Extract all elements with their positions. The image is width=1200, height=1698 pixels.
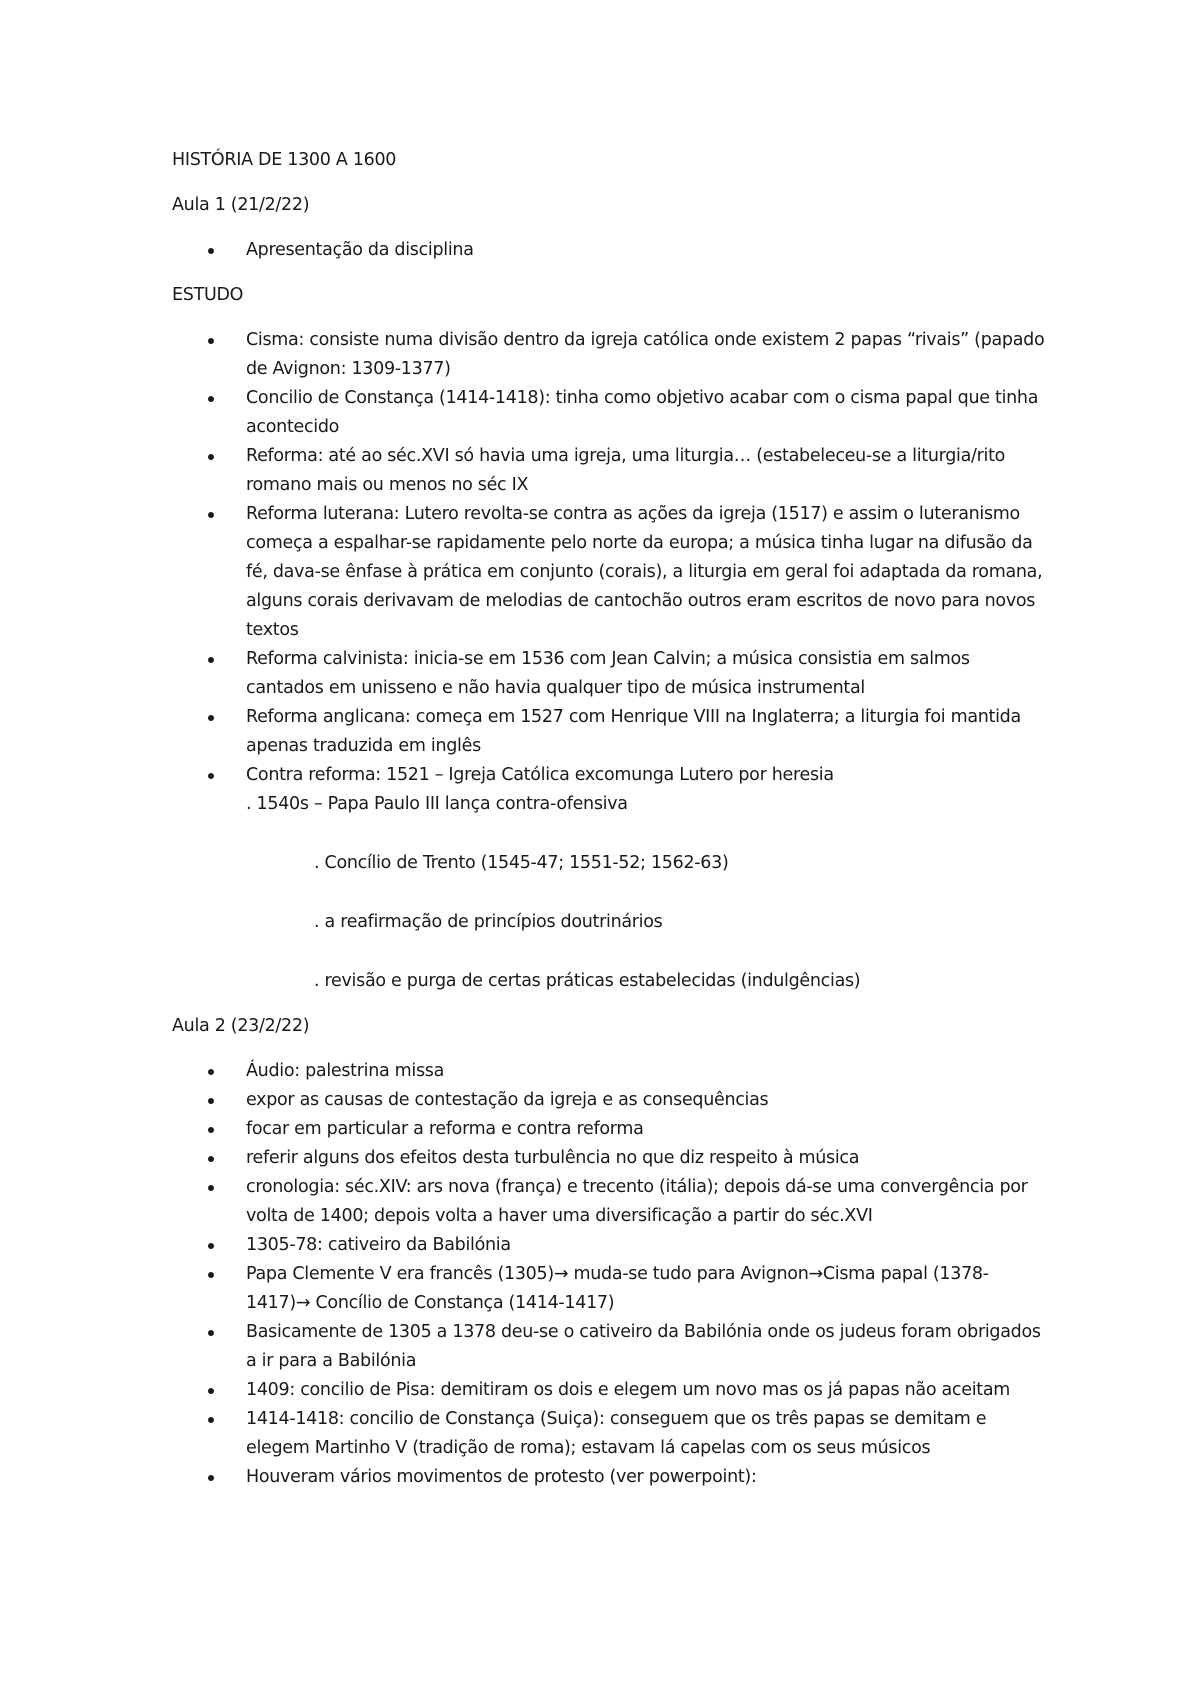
- aula1-heading: Aula 1 (21/2/22): [172, 195, 310, 215]
- list-item-text: Contra reforma: 1521 – Igreja Católica excomunga Lutero por heresia: [246, 765, 834, 785]
- contra-reforma-subitem: . revisão e purga de certas práticas estabelecidas (indulgências): [314, 971, 861, 991]
- bullet-icon: [208, 396, 214, 402]
- contra-reforma-subitem: . a reafirmação de princípios doutrinários: [314, 912, 663, 932]
- list-item-text: focar em particular a reforma e contra reforma: [246, 1119, 644, 1139]
- contra-reforma-continuation: . 1540s – Papa Paulo III lança contra-ofensiva: [246, 794, 628, 814]
- list-item: [172, 1086, 1052, 1115]
- list-item: [172, 761, 1052, 790]
- bullet-icon: [208, 1417, 214, 1423]
- list-item-text: Papa Clemente V era francês (1305)→ muda-se tudo para Avignon→Cisma papal (1378-1417)→ Concílio de Constança (1414-1417): [246, 1264, 989, 1313]
- list-item-text: Reforma: até ao séc.XVI só havia uma igreja, uma liturgia… (estabeleceu-se a liturgia/rito romano mais ou menos no séc IX: [246, 446, 1006, 495]
- bullet-icon: [208, 512, 214, 518]
- list-item-text: Cisma: consiste numa divisão dentro da igreja católica onde existem 2 papas “rivais” (papado de Avignon: 1309-1377): [246, 330, 1045, 379]
- list-item-text: cronologia: séc.XIV: ars nova (frança) e trecento (itália); depois dá-se uma convergência por volta de 1400; depois volta a haver uma diversificação a partir do séc.XVI: [246, 1177, 1028, 1226]
- list-item-text: Concilio de Constança (1414-1418): tinha como objetivo acabar com o cisma papal que tinha acontecido: [246, 388, 1039, 437]
- bullet-icon: [208, 1069, 214, 1075]
- list-item: [172, 703, 1052, 761]
- list-item-text: 1414-1418: concilio de Constança (Suiça): conseguem que os três papas se demitam e elegem Martinho V (tradição de roma); estavam lá capelas com os seus músicos: [246, 1409, 987, 1458]
- list-item-text: Reforma luterana: Lutero revolta-se contra as ações da igreja (1517) e assim o luteranismo começa a espalhar-se rapidamente pelo norte da europa; a música tinha lugar na difusão da fé, dava-se ênfase à prática em conjunto (corais), a liturgia em geral foi adaptada da romana, alguns corais derivavam de melodias de cantochão outros eram escritos de novo para novos textos: [246, 504, 1043, 640]
- list-item: [172, 442, 1052, 500]
- list-item-text: Reforma calvinista: inicia-se em 1536 com Jean Calvin; a música consistia em salmos cantados em unisseno e não havia qualquer tipo de música instrumental: [246, 649, 970, 698]
- list-item: [172, 1318, 1052, 1376]
- list-item: [172, 1231, 1052, 1260]
- list-item-text: Apresentação da disciplina: [246, 240, 474, 260]
- list-item: [172, 384, 1052, 442]
- bullet-icon: [208, 1272, 214, 1278]
- contra-reforma-subitem: . Concílio de Trento (1545-47; 1551-52; 1562-63): [314, 853, 729, 873]
- list-item-text: 1305-78: cativeiro da Babilónia: [246, 1235, 511, 1255]
- bullet-icon: [208, 454, 214, 460]
- list-item: [172, 1115, 1052, 1144]
- list-item-text: Basicamente de 1305 a 1378 deu-se o cativeiro da Babilónia onde os judeus foram obrigados a ir para a Babilónia: [246, 1322, 1041, 1371]
- bullet-icon: [208, 773, 214, 779]
- bullet-icon: [208, 1475, 214, 1481]
- list-item: [172, 1463, 1052, 1492]
- list-item: [172, 1144, 1052, 1173]
- list-item-text: Áudio: palestrina missa: [246, 1061, 445, 1081]
- bullet-icon: [208, 248, 214, 254]
- document-title: HISTÓRIA DE 1300 A 1600: [172, 150, 397, 170]
- bullet-icon: [208, 715, 214, 721]
- bullet-icon: [208, 1127, 214, 1133]
- bullet-icon: [208, 1330, 214, 1336]
- list-item: [172, 1405, 1052, 1463]
- estudo-heading: ESTUDO: [172, 285, 244, 305]
- aula1-list: [172, 236, 1052, 265]
- list-item: [172, 1173, 1052, 1231]
- bullet-icon: [208, 1185, 214, 1191]
- list-item: [172, 1376, 1052, 1405]
- estudo-list: [172, 326, 1052, 790]
- bullet-icon: [208, 1156, 214, 1162]
- list-item-text: Houveram vários movimentos de protesto (ver powerpoint):: [246, 1467, 757, 1487]
- bullet-icon: [208, 657, 214, 663]
- bullet-icon: [208, 1388, 214, 1394]
- list-item-text: referir alguns dos efeitos desta turbulência no que diz respeito à música: [246, 1148, 860, 1168]
- bullet-icon: [208, 338, 214, 344]
- list-item: [172, 236, 1052, 265]
- list-item-text: expor as causas de contestação da igreja e as consequências: [246, 1090, 769, 1110]
- aula2-list: [172, 1057, 1052, 1492]
- list-item: [172, 1260, 1052, 1318]
- aula2-heading: Aula 2 (23/2/22): [172, 1016, 310, 1036]
- list-item: [172, 326, 1052, 384]
- list-item: [172, 1057, 1052, 1086]
- list-item-text: 1409: concilio de Pisa: demitiram os dois e elegem um novo mas os já papas não aceitam: [246, 1380, 1010, 1400]
- bullet-icon: [208, 1243, 214, 1249]
- list-item: [172, 500, 1052, 645]
- document-page: [172, 146, 1052, 1508]
- bullet-icon: [208, 1098, 214, 1104]
- list-item: [172, 645, 1052, 703]
- list-item-text: Reforma anglicana: começa em 1527 com Henrique VIII na Inglaterra; a liturgia foi mantida apenas traduzida em inglês: [246, 707, 1021, 756]
